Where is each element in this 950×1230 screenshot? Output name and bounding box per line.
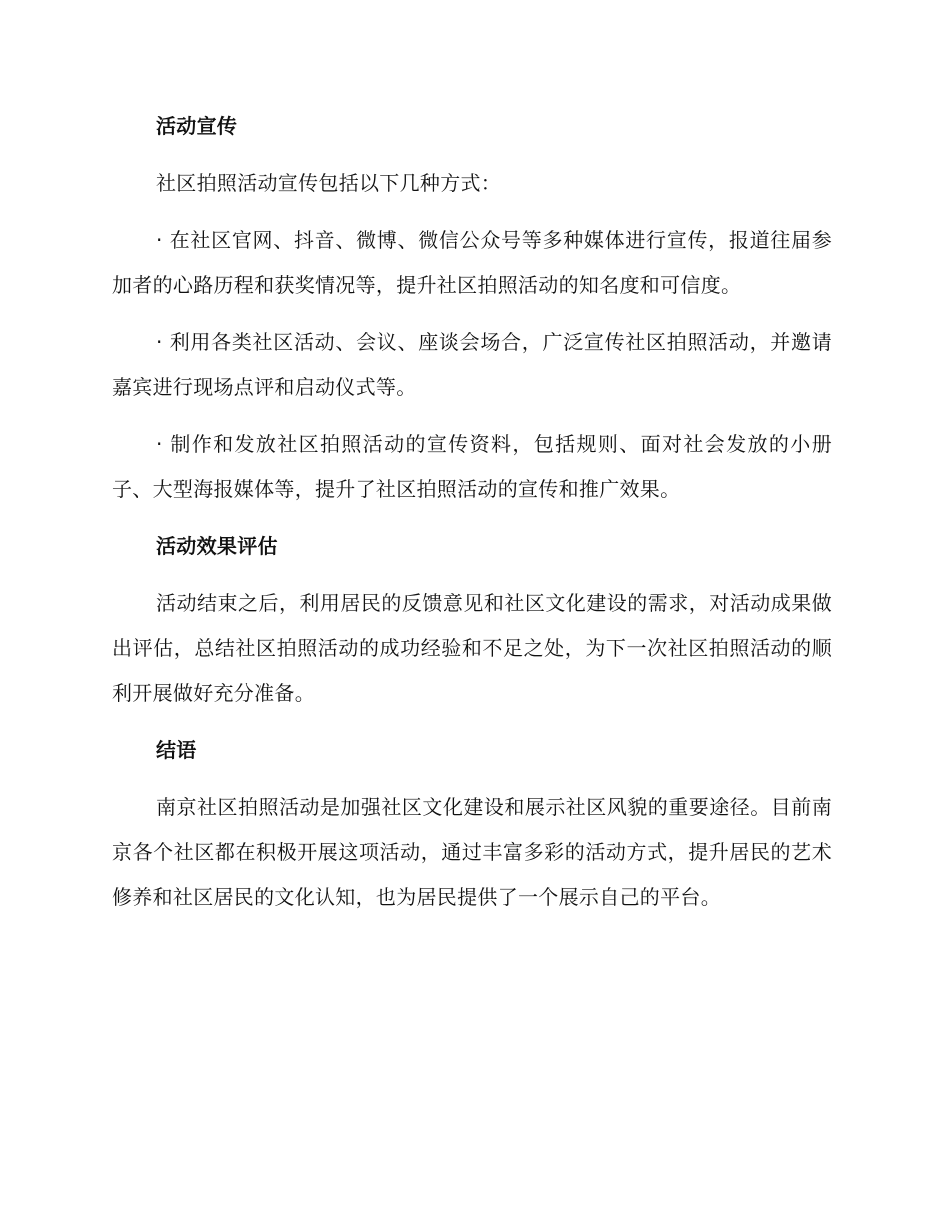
evaluation-body: 活动结束之后，利用居民的反馈意见和社区文化建设的需求，对活动成果做出评估，总结社区拍照活动的成功经验和不足之处，为下一次社区拍照活动的顺利开展做好充分准备。 bbox=[112, 591, 832, 705]
section-heading-evaluation: 活动效果评估 bbox=[156, 534, 278, 558]
promotion-intro: 社区拍照活动宣传包括以下几种方式： bbox=[156, 171, 502, 195]
promotion-bullet-1: · 在社区官网、抖音、微博、微信公众号等多种媒体进行宣传，报道往届参加者的心路历程和获奖情况等，提升社区拍照活动的知名度和可信度。 bbox=[112, 228, 832, 297]
promotion-bullet-3: · 制作和发放社区拍照活动的宣传资料，包括规则、面对社会发放的小册子、大型海报媒体等，提升了社区拍照活动的宣传和推广效果。 bbox=[112, 432, 832, 501]
section-heading-conclusion: 结语 bbox=[156, 738, 197, 762]
section-heading-promotion: 活动宣传 bbox=[156, 114, 238, 138]
promotion-bullet-2: · 利用各类社区活动、会议、座谈会场合，广泛宣传社区拍照活动，并邀请嘉宾进行现场点评和启动仪式等。 bbox=[112, 330, 832, 399]
document-page bbox=[112, 104, 832, 932]
conclusion-body: 南京社区拍照活动是加强社区文化建设和展示社区风貌的重要途径。目前南京各个社区都在积极开展这项活动，通过丰富多彩的活动方式，提升居民的艺术修养和社区居民的文化认知，也为居民提供了一个展示自己的平台。 bbox=[112, 795, 832, 909]
